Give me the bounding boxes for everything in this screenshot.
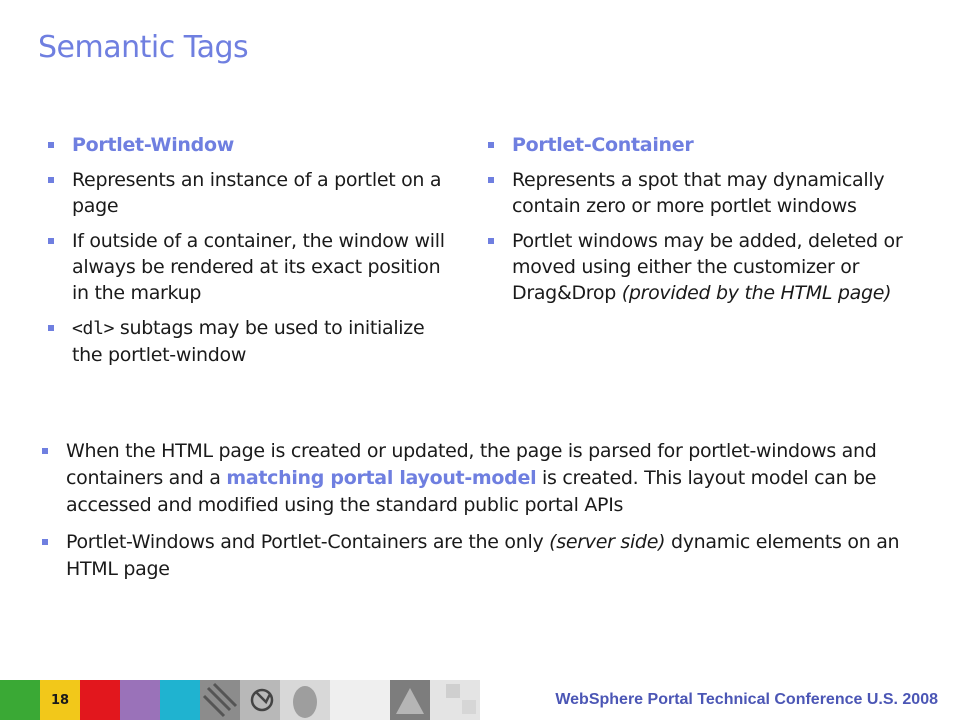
color-swatch	[0, 680, 40, 720]
bullet-icon	[48, 325, 54, 331]
bullet-icon	[488, 177, 494, 183]
list-item-text: is created. This layout model can be accessed and modified using the standard public portal APIs	[66, 467, 877, 516]
list-item-text: subtags may be used to initialize the portlet-window	[72, 317, 425, 366]
bullet-icon	[48, 177, 54, 183]
list-item-text: dynamic elements on an HTML page	[66, 531, 900, 580]
list-item	[486, 167, 906, 219]
right-column	[486, 132, 906, 315]
conference-title: WebSphere Portal Technical Conference U.S. 2008	[555, 691, 938, 708]
list-item-text: Portlet-Windows and Portlet-Containers are the only	[66, 531, 550, 553]
list-item-text: When the HTML page is created or updated, the page is parsed for portlet-windows and containers and a	[66, 440, 877, 489]
bullet-icon	[488, 142, 494, 148]
list-item-text: Portlet windows may be added, deleted or moved using either the customizer or Drag&Drop	[512, 230, 903, 304]
bottom-section	[40, 438, 920, 593]
list-item	[486, 132, 906, 158]
list-item	[46, 228, 446, 306]
list-item	[486, 228, 906, 306]
bullet-icon	[42, 539, 48, 545]
list-item	[46, 132, 446, 158]
list-item	[40, 529, 920, 583]
page-number: 18	[50, 692, 70, 708]
italic-note: (provided by the HTML page)	[621, 282, 892, 304]
left-column	[46, 132, 446, 377]
list-item-text: Represents an instance of a portlet on a page	[72, 169, 442, 217]
list-item-text: Represents a spot that may dynamically contain zero or more portlet windows	[512, 169, 885, 217]
italic-note: (server side)	[549, 531, 666, 553]
list-item-text: If outside of a container, the window will always be rendered at its exact position in the markup	[72, 230, 445, 304]
bullet-icon	[42, 448, 48, 454]
color-swatch	[80, 680, 120, 720]
photo-strip-art	[200, 680, 480, 720]
color-swatch	[120, 680, 160, 720]
list-item	[46, 315, 446, 368]
photo-strip	[200, 680, 480, 720]
portlet-container-heading: Portlet-Container	[512, 134, 694, 156]
highlight-text: matching portal layout-model	[226, 467, 537, 489]
list-item	[40, 438, 920, 519]
bullet-icon	[48, 238, 54, 244]
code-snippet: <dl>	[72, 318, 115, 339]
bullet-icon	[488, 238, 494, 244]
color-swatch	[160, 680, 200, 720]
slide-title: Semantic Tags	[38, 30, 249, 65]
bullet-icon	[48, 142, 54, 148]
list-item	[46, 167, 446, 219]
portlet-window-heading: Portlet-Window	[72, 134, 234, 156]
